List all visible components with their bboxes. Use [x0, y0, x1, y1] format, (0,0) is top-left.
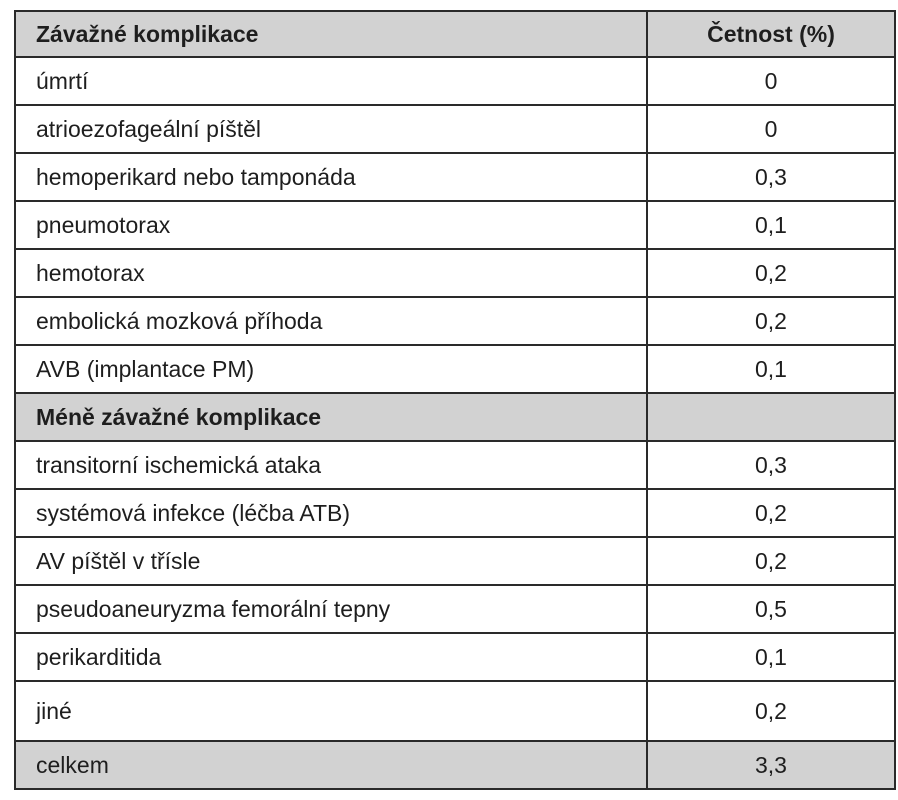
row-value: 0,1 — [647, 201, 895, 249]
table-row — [15, 681, 895, 741]
table-header-row — [15, 11, 895, 57]
table-row — [15, 585, 895, 633]
table-row — [15, 537, 895, 585]
section-label: Méně závažné komplikace — [15, 393, 647, 441]
row-value: 0,2 — [647, 297, 895, 345]
table-row — [15, 441, 895, 489]
table-row — [15, 105, 895, 153]
row-value: 0,2 — [647, 489, 895, 537]
total-label: celkem — [15, 741, 647, 789]
row-label: systémová infekce (léčba ATB) — [15, 489, 647, 537]
table-row — [15, 489, 895, 537]
row-value: 0,2 — [647, 537, 895, 585]
row-value: 0 — [647, 105, 895, 153]
table-row — [15, 249, 895, 297]
row-label: hemotorax — [15, 249, 647, 297]
row-label: perikarditida — [15, 633, 647, 681]
section-header-row — [15, 393, 895, 441]
row-label: pneumotorax — [15, 201, 647, 249]
complications-table — [14, 10, 896, 790]
row-label: embolická mozková příhoda — [15, 297, 647, 345]
total-value: 3,3 — [647, 741, 895, 789]
row-value: 0,3 — [647, 153, 895, 201]
row-label: AVB (implantace PM) — [15, 345, 647, 393]
row-value: 0,2 — [647, 249, 895, 297]
row-value: 0,3 — [647, 441, 895, 489]
header-label: Závažné komplikace — [15, 11, 647, 57]
row-label: pseudoaneuryzma femorální tepny — [15, 585, 647, 633]
row-label: úmrtí — [15, 57, 647, 105]
row-value: 0,5 — [647, 585, 895, 633]
table-row — [15, 345, 895, 393]
table-row — [15, 201, 895, 249]
row-label: jiné — [15, 681, 647, 741]
row-value: 0,1 — [647, 633, 895, 681]
table-row — [15, 153, 895, 201]
row-value: 0,2 — [647, 681, 895, 741]
table-row — [15, 633, 895, 681]
total-row — [15, 741, 895, 789]
row-label: atrioezofageální píštěl — [15, 105, 647, 153]
table-row — [15, 297, 895, 345]
row-value: 0 — [647, 57, 895, 105]
table-row — [15, 57, 895, 105]
header-value-label: Četnost (%) — [647, 11, 895, 57]
section-value — [647, 393, 895, 441]
row-label: transitorní ischemická ataka — [15, 441, 647, 489]
row-label: AV píštěl v třísle — [15, 537, 647, 585]
row-value: 0,1 — [647, 345, 895, 393]
row-label: hemoperikard nebo tamponáda — [15, 153, 647, 201]
